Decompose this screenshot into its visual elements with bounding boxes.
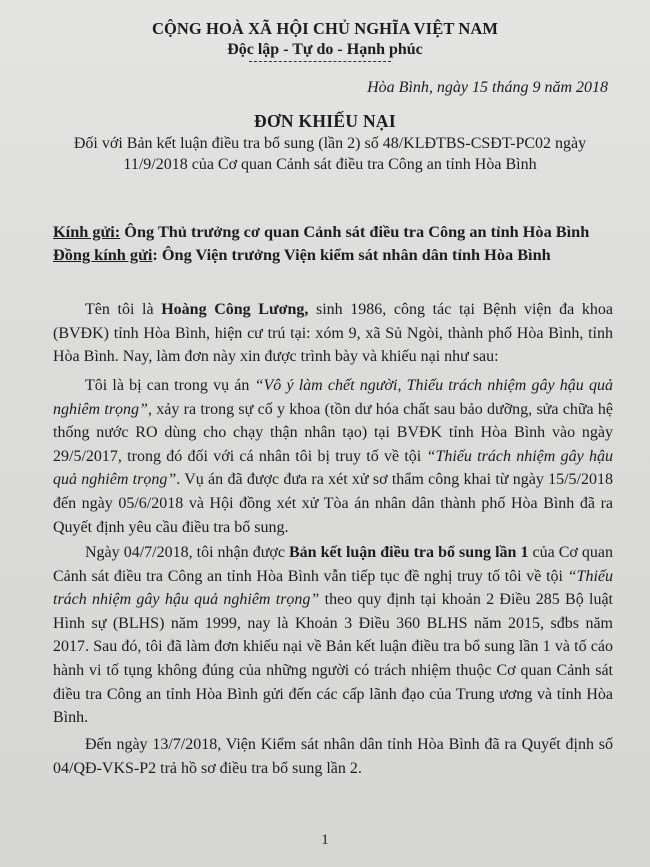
paragraph-3	[53, 541, 613, 730]
national-motto: Độc lập - Tự do - Hạnh phúc	[227, 41, 423, 58]
p4-text: Đến ngày 13/7/2018, Viện Kiểm sát nhân dân tỉnh Hòa Bình đã ra Quyết định số 04/QĐ-VKS-P2 trả hồ sơ điều tra bổ sung lần 2.	[53, 736, 613, 777]
paragraph-1	[53, 298, 613, 369]
date-line: Hòa Bình, ngày 15 tháng 9 năm 2018	[367, 79, 608, 96]
p3-text-end: theo quy định tại khoản 2 Điều 285 Bộ luật Hình sự (BLHS) năm 1999, nay là Khoản 3 Điều 360 BLHS năm 2015, sđbs năm 2017. Sau đó, tôi đã làm đơn khiếu nại về Bản kết luận điều tra bổ sung lần 1 và tố cáo hành vi tố tụng không đúng của những người có trách nhiệm thuộc Cơ quan Cảnh sát điều tra Công an tỉnh Hòa Bình gửi đến các cấp lãnh đạo của Trung ương và tỉnh Hòa Bình.	[53, 591, 613, 727]
p1-text: Tên tôi là	[85, 301, 162, 318]
complainant-name: Hoàng Công Lương,	[161, 301, 309, 318]
charge-name: “Thiếu trách nhiệm gây hậu quả nghiêm trọng”	[53, 447, 613, 489]
charge-name: “Thiếu trách nhiệm gây hậu quả nghiêm trọng”	[53, 567, 613, 609]
p1-text-cont: sinh 1986, công tác tại Bệnh viện đa khoa (BVĐK) tỉnh Hòa Bình, hiện cư trú tại: xóm 9, xã Sủ Ngòi, thành phố Hòa Bình, tỉnh Hòa Bình. Nay, làm đơn này xin được trình bày và khiếu nại như sau:	[53, 301, 614, 366]
p3-text: Ngày 04/7/2018, tôi nhận được	[85, 544, 289, 561]
subtitle-line-1: Đối với Bản kết luận điều tra bổ sung (lần 2) số 48/KLĐTBS-CSĐT-PC02 ngày	[73, 135, 587, 152]
recipient-cc	[53, 245, 623, 265]
page-number: 1	[321, 832, 329, 848]
cc-value: : Ông Viện trưởng Viện kiểm sát nhân dân tỉnh Hòa Bình	[152, 245, 551, 264]
paragraph-4	[53, 733, 613, 780]
subtitle-line-2: 11/9/2018 của Cơ quan Cảnh sát điều tra Công an tỉnh Hòa Bình	[123, 156, 537, 173]
national-title: CỘNG HOÀ XÃ HỘI CHỦ NGHĨA VIỆT NAM	[151, 19, 499, 38]
recipient-value: Ông Thủ trưởng cơ quan Cảnh sát điều tra Công an tỉnh Hòa Bình	[120, 222, 590, 241]
conclusion-reference: Bản kết luận điều tra bổ sung lần 1	[288, 544, 529, 561]
cc-label: Đồng kính gửi	[53, 245, 153, 264]
p2-text: Tôi là bị can trong vụ án	[85, 377, 255, 394]
case-name: “Vô ý làm chết người, Thiếu trách nhiệm gây hậu quả nghiêm trọng”	[53, 377, 613, 418]
recipient-label: Kính gửi:	[53, 222, 121, 241]
header-divider	[249, 61, 391, 62]
document-title: ĐƠN KHIẾU NẠI	[254, 111, 396, 131]
document-subtitle	[40, 133, 620, 175]
p3-text-cont: của Cơ quan Cảnh sát điều tra Công an tỉnh Hòa Bình vẫn tiếp tục đề nghị truy tố tôi về tội	[53, 544, 614, 585]
p2-text-end: . Vụ án đã được đưa ra xét xử sơ thẩm công khai từ ngày 15/5/2018 đến ngày 05/6/2018 và Hội đồng xét xử Tòa án nhân dân thành phố Hòa Bình đã ra Quyết định yêu cầu điều tra bổ sung.	[53, 471, 614, 536]
paragraph-2	[53, 374, 613, 539]
p2-text-cont: , xảy ra trong sự cố y khoa (tồn dư hóa chất sau bảo dưỡng, sửa chữa hệ thống nước RO dùng cho chạy thận nhân tạo) tại BVĐK tỉnh Hòa Bình vào ngày 29/5/2017, trong đó đối với cá nhân tôi bị truy tố về tội	[53, 400, 614, 465]
recipient-primary	[53, 222, 623, 242]
